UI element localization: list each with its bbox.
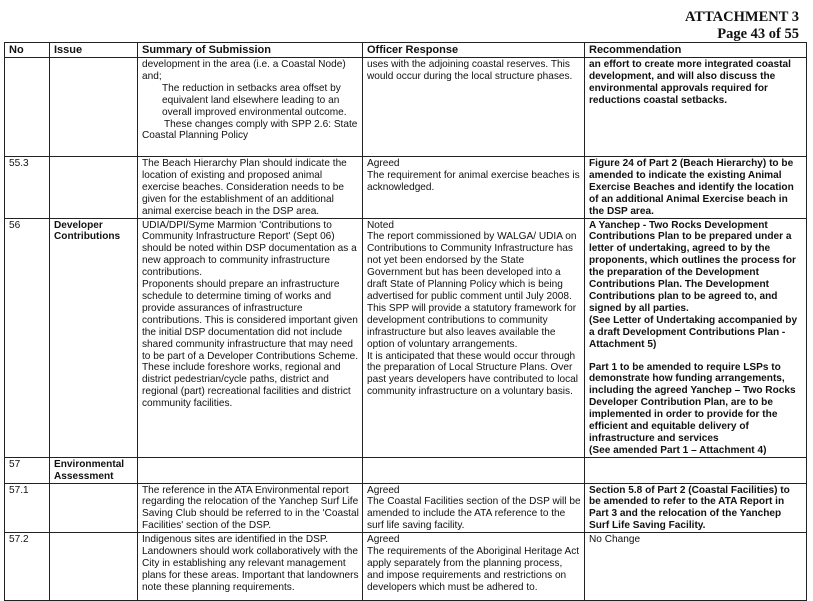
table-row — [5, 533, 807, 601]
cell-summary — [138, 218, 363, 457]
recommendation-text: Figure 24 of Part 2 (Beach Hierarchy) to be amended to indicate the existing Animal Exercise Beaches and identify the location of an additional Animal Exercise beach in the DSP area. — [589, 158, 794, 217]
recommendation-text: Part 1 to be amended to require LSPs to demonstrate how funding arrangements, including the agreed Yanchep – Two Rocks Developer Contribution Plan, are to be implemented in order to provide for the efficient and equitable delivery of infrastructure and services — [589, 361, 796, 444]
cell-issue — [50, 483, 138, 533]
response-text: The Coastal Facilities section of the DSP will be amended to include the ATA reference to the surf life saving facility. — [367, 496, 581, 532]
recommendation-text: (See Letter of Undertaking accompanied by a draft Development Contributions Plan - Attachment 5) — [589, 314, 798, 350]
response-text: The requirement for animal exercise beaches is acknowledged. — [367, 169, 580, 193]
cell-summary — [138, 533, 363, 601]
response-text: It is anticipated that these would occur through the preparation of Local Structure Plans. Over past years developers have contributed to local community infrastructure on a voluntary basis. — [367, 350, 578, 398]
summary-text: development in the area (i.e. a Coastal Node) and; — [142, 59, 346, 82]
recommendation-text: an effort to create more integrated coastal development, and will also discuss the environmental approvals required for reductions coastal setbacks. — [589, 59, 791, 106]
response-text: uses with the adjoining coastal reserves. This would occur during the local structure phases. — [367, 59, 573, 82]
cell-response — [363, 533, 585, 601]
recommendation-text: No Change — [589, 534, 641, 546]
cell-issue — [50, 533, 138, 601]
column-header-recommendation: Recommendation — [585, 43, 807, 58]
summary-text: The reduction in setbacks area offset by equivalent land elsewhere leading to an overall improved environmental outcome. — [162, 82, 347, 118]
response-status: Agreed — [367, 484, 400, 496]
response-status: Agreed — [367, 158, 400, 169]
summary-text: The Beach Hierarchy Plan should indicate the location of existing and proposed animal exercise beaches. Consideration needs to be given for the establishment of an additional animal exercise beach in the DSP area. — [142, 158, 347, 217]
column-header-response: Officer Response — [363, 43, 585, 58]
cell-summary — [138, 457, 363, 483]
recommendation-text: (See amended Part 1 – Attachment 4) — [589, 444, 767, 456]
table-header-row — [5, 43, 807, 58]
attachment-label: ATTACHMENT 3 — [685, 9, 799, 25]
cell-response — [363, 218, 585, 457]
table-row — [5, 157, 807, 219]
column-header-issue: Issue — [50, 43, 138, 58]
summary-text: Proponents should prepare an infrastructure schedule to determine timing of works and provide assurances of infrastructure contributions. This is considered important given the initial DSP documentation did not include shared community infrastructure that may need to be part of a Developer Contributions Scheme. These include foreshore works, regional and district pedestrian/cycle paths, district and regional (part) recreational facilities and district community facilities. — [142, 279, 359, 410]
recommendation-text: Section 5.8 of Part 2 (Coastal Facilities) to be amended to refer to the ATA Report in Part 3 and the relocation of the Yanchep Surf Life Saving Facility. — [589, 484, 790, 532]
summary-text: UDIA/DPI/Syme Marmion 'Contributions to Community Infrastructure Report' (Sept 06) should be noted within DSP documentation as a new approach to community infrastructure contributions. — [142, 219, 357, 279]
cell-recommendation — [585, 157, 807, 219]
cell-response — [363, 58, 585, 157]
cell-response — [363, 457, 585, 483]
summary-text: The reference in the ATA Environmental report regarding the relocation of the Yanchep Surf Life Saving Club should be referred to in the 'Coastal Facilities' section of the DSP. — [142, 484, 359, 532]
response-text: The requirements of the Aboriginal Heritage Act apply separately from the planning process, and impose requirements and restrictions on developers which must be adhered to. — [367, 546, 580, 593]
cell-response — [363, 483, 585, 533]
summary-text: These changes comply with SPP 2.6: State Coastal Planning Policy — [142, 118, 358, 142]
cell-summary — [138, 483, 363, 533]
cell-issue — [50, 58, 138, 157]
cell-recommendation — [585, 218, 807, 457]
cell-summary — [138, 157, 363, 219]
cell-no: 55.3 — [5, 157, 50, 219]
cell-issue: Developer Contributions — [50, 218, 138, 457]
recommendation-spacer — [589, 351, 803, 362]
table-row — [5, 483, 807, 533]
response-status: Noted — [367, 219, 394, 231]
cell-issue: Environmental Assessment — [50, 457, 138, 483]
cell-recommendation — [585, 533, 807, 601]
table-row — [5, 218, 807, 457]
cell-recommendation — [585, 58, 807, 157]
cell-no — [5, 58, 50, 157]
cell-no: 57.2 — [5, 533, 50, 601]
table-row — [5, 58, 807, 157]
column-header-no: No — [5, 43, 50, 58]
table-row — [5, 457, 807, 483]
cell-recommendation — [585, 483, 807, 533]
cell-no: 57.1 — [5, 483, 50, 533]
response-text: The report commissioned by WALGA/ UDIA on Contributions to Community Infrastructure has not yet been endorsed by the State Government but has been developed into a draft State of Planning Policy which is being advertised for public comment until July 2008. This SPP will provide a statutory framework for development contributions to community infrastructure but also leaves available the option of voluntary arrangements. — [367, 231, 577, 350]
cell-recommendation — [585, 457, 807, 483]
recommendation-text: A Yanchep - Two Rocks Development Contributions Plan to be prepared under a letter of undertaking, agreed to by the proponents, which outlines the process for the preparation of the Development Contributions Plan. The Development Contributions plan to be agreed to, and signed by all parties. — [589, 219, 796, 314]
cell-response — [363, 157, 585, 219]
response-status: Agreed — [367, 534, 400, 546]
cell-issue — [50, 157, 138, 219]
summary-text: Indigenous sites are identified in the DSP. Landowners should work collaboratively with the City in establishing any relevant management plans for these areas. Important that landowners note these planning requirements. — [142, 534, 359, 593]
cell-summary — [138, 58, 363, 157]
cell-no: 57 — [5, 457, 50, 483]
page-number: Page 43 of 55 — [717, 26, 799, 42]
column-header-summary: Summary of Submission — [138, 43, 363, 58]
cell-no: 56 — [5, 218, 50, 457]
submissions-table — [4, 42, 807, 601]
